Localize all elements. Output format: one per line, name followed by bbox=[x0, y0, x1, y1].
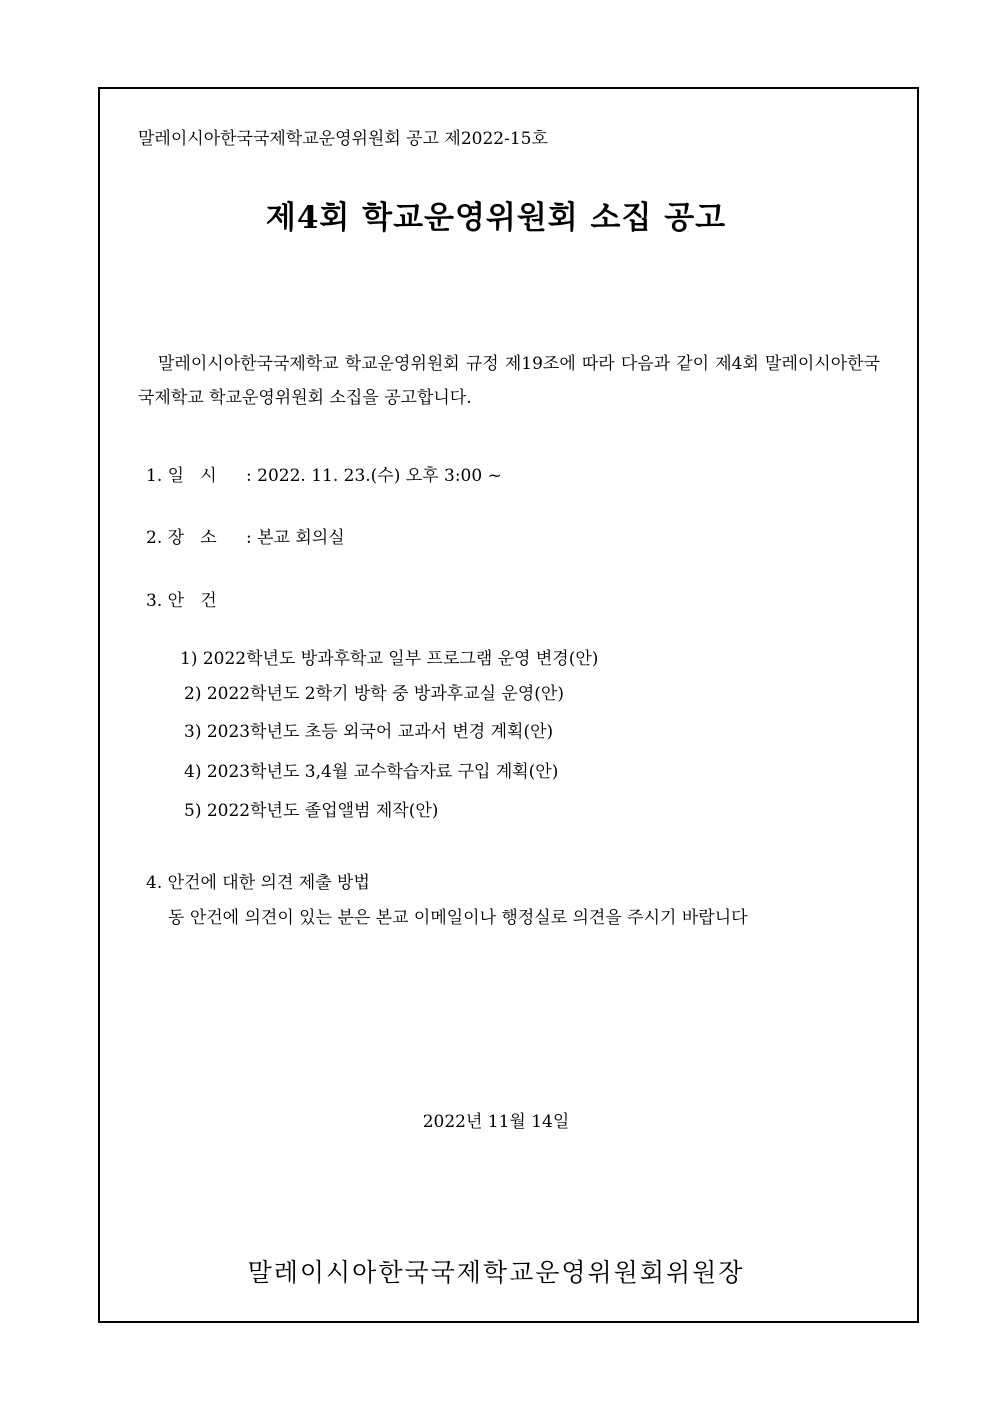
agenda-item-4: 4) 2023학년도 3,4월 교수학습자료 구입 계획(안) bbox=[184, 762, 559, 782]
item-location-label: 2. 장 소 bbox=[146, 528, 217, 548]
notice-date: 2022년 11월 14일 bbox=[422, 1112, 570, 1132]
agenda-item-3: 3) 2023학년도 초등 외국어 교과서 변경 계획(안) bbox=[184, 722, 554, 742]
item-datetime-value: : 2022. 11. 23.(수) 오후 3:00 ~ bbox=[246, 466, 502, 486]
item-agenda bbox=[146, 586, 246, 611]
document-border bbox=[98, 87, 919, 1323]
notice-number: 말레이시아한국국제학교운영위원회 공고 제2022-15호 bbox=[138, 129, 548, 149]
agenda-item-1: 1) 2022학년도 방과후학교 일부 프로그램 운영 변경(안) bbox=[180, 649, 599, 669]
intro-paragraph: 말레이시아한국국제학교 학교운영위원회 규정 제19조에 따라 다음과 같이 제4회 말레이시아한국국제학교 학교운영위원회 소집을 공고합니다. bbox=[138, 354, 880, 408]
item-agenda-label: 3. 안 건 bbox=[146, 591, 217, 611]
signer: 말레이시아한국국제학교운영위원회위원장 bbox=[247, 1258, 745, 1287]
method-body: 동 안건에 의견이 있는 분은 본교 이메일이나 행정실로 의견을 주시기 바랍니다 bbox=[168, 908, 748, 928]
agenda-item-2: 2) 2022학년도 2학기 방학 중 방과후교실 운영(안) bbox=[184, 684, 564, 704]
item-datetime-label: 1. 일 시 bbox=[146, 466, 217, 486]
item-location-value: : 본교 회의실 bbox=[246, 528, 345, 548]
document-title: 제4회 학교운영위원회 소집 공고 bbox=[265, 200, 727, 236]
item-location bbox=[146, 523, 345, 548]
method-heading: 4. 안건에 대한 의견 제출 방법 bbox=[146, 873, 370, 893]
agenda-item-5: 5) 2022학년도 졸업앨범 제작(안) bbox=[184, 801, 439, 821]
item-datetime bbox=[146, 461, 502, 486]
